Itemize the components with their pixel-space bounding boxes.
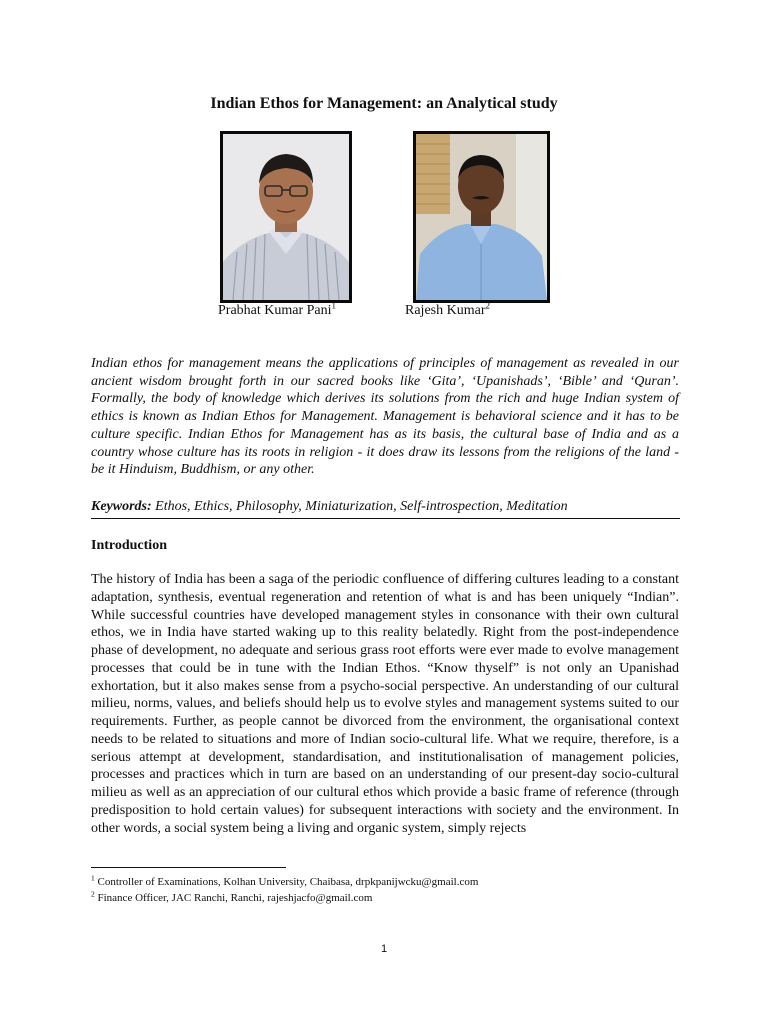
keywords-line [91,498,679,516]
keywords-text: Ethos, Ethics, Philosophy, Miniaturization, Self-introspection, Meditation [155,499,568,514]
author-photo-1 [220,131,352,303]
section-divider [91,518,680,519]
abstract-paragraph: Indian ethos for management means the applications of principles of management as revealed in our ancient wisdom brought forth in our sacred books like ‘Gita’, ‘Upanishads’, ‘Bible’ and ‘Quran’. Formally, the body of knowledge which derives its solutions from the rich and huge Indian system of ethics is known as Indian Ethos for Management. Management is behavioral science and it has to be culture specific. Indian Ethos for Management has as its basis, the cultural base of India and as a country whose culture has its roots in religion - it does draw its lessons from the religions of the land - be it Hinduism, Buddhism, or any other. [91,356,679,478]
footnote-2 [91,891,372,905]
author-photo-2 [413,131,550,303]
introduction-paragraph: The history of India has been a saga of the periodic confluence of differing cultures leading to a constant adaptation, synthesis, eventual regeneration and retention of what is and has been uniquely “Indian”. While successful countries have developed management styles in consonance with their own cultural ethos, we in India have started waking up to this reality belatedly. Right from the post-independence phase of development, no adequate and serious grass root efforts were ever made to evolve management processes that could be in tune with the Indian Ethos. “Know thyself” is not only an Upanishad exhortation, but it also makes sense from a psycho-social perspective. An understanding of our cultural milieu, norms, values, and beliefs should help us to evolve styles and management systems suited to our requirements. Further, as people cannot be divorced from the environment, the organisational context needs to be related to situations and more of Indian socio-cultural life. What we require, therefore, is a serious attempt at development, standardisation, and institutionalisation of management policies, processes and practices which in turn are based on an understanding of our present-day socio-cultural milieu as well as an appreciation of our cultural ethos which provide a basic frame of reference (through predisposition to hold certain values) for subsequent interactions with society and the environment. In other words, a social system being a living and organic system, simply rejects [91,572,679,836]
author-portrait-2 [416,134,547,300]
author-name-2 [405,302,490,320]
section-heading: Introduction [91,538,167,553]
author-name-2-text: Rajesh Kumar [405,303,486,318]
footnote-1-mark: 1 [91,873,95,883]
footnote-1 [91,875,478,889]
footnote-2-mark: 2 [91,889,95,899]
author-footnote-mark-2: 2 [485,300,490,311]
author-footnote-mark-1: 1 [331,300,337,311]
author-name-1 [218,302,336,320]
footnote-2-text: Finance Officer, JAC Ranchi, Ranchi, rajeshjacfo@gmail.com [97,892,373,904]
keywords-label: Keywords: [91,499,152,514]
footnote-1-text: Controller of Examinations, Kolhan University, Chaibasa, drpkpanijwcku@gmail.com [97,876,479,888]
page-number: 1 [380,943,388,955]
author-name-1-text: Prabhat Kumar Pani [218,303,332,318]
author-portrait-1 [223,134,349,300]
paper-title: Indian Ethos for Management: an Analytical study [210,95,558,112]
footnote-divider [91,867,286,868]
